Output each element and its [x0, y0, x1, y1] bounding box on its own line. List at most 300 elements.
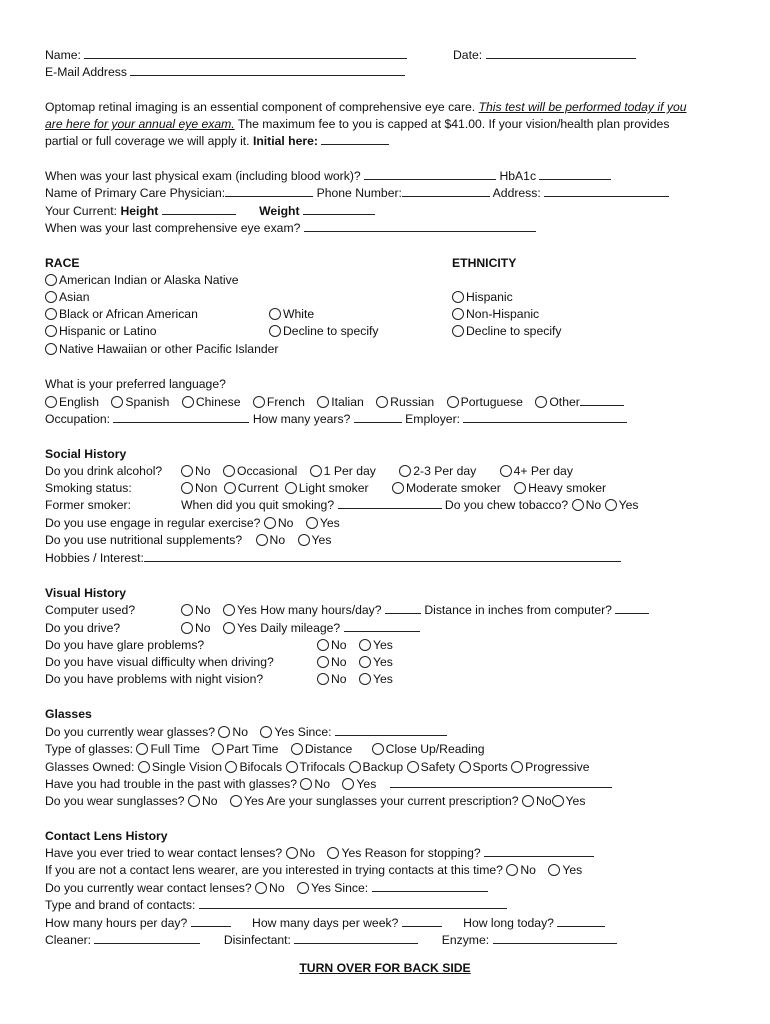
difficulty-label: Do you have visual difficulty when driving?	[45, 655, 274, 669]
contacts-brand-row	[45, 897, 507, 914]
supplements-row	[45, 532, 331, 549]
alcohol-option[interactable]	[500, 464, 573, 478]
radio-icon[interactable]	[310, 465, 322, 477]
cleaner-label: Cleaner:	[45, 933, 92, 947]
language-option-french[interactable]	[253, 395, 305, 409]
glasses-wear-label: Do you currently wear glasses?	[45, 725, 216, 739]
chew-yes[interactable]	[605, 498, 639, 512]
radio-icon[interactable]	[342, 778, 354, 790]
contacts-current-label: Do you currently wear contact lenses?	[45, 881, 252, 895]
language-option-portuguese[interactable]	[447, 395, 523, 409]
contacts-tried-row	[45, 845, 594, 862]
radio-icon[interactable]	[224, 482, 236, 494]
contacts-interested-label: If you are not a contact lens wearer, are you interested in trying contacts at this time?	[45, 863, 503, 877]
radio-icon[interactable]	[45, 274, 57, 286]
option-label: No	[277, 516, 294, 530]
radio-icon[interactable]	[522, 795, 534, 807]
disinfectant-field[interactable]	[294, 932, 418, 944]
contacts-brand-label: Type and brand of contacts:	[45, 898, 196, 912]
radio-icon[interactable]	[181, 622, 193, 634]
race-option-label: American Indian or Alaska Native	[59, 273, 239, 287]
exercise-no[interactable]	[264, 516, 294, 530]
prescription-yes[interactable]	[552, 794, 586, 808]
contacts-hours-row	[45, 915, 605, 932]
initial-field[interactable]	[321, 133, 389, 145]
radio-icon[interactable]	[256, 534, 268, 546]
employer-label: Employer:	[405, 412, 461, 426]
pcp-field[interactable]	[225, 185, 313, 197]
option-label: Yes	[274, 725, 295, 739]
smoking-option[interactable]	[392, 481, 501, 495]
language-question: What is your preferred language?	[45, 377, 226, 391]
radio-icon[interactable]	[359, 639, 371, 651]
employer-field[interactable]	[463, 411, 627, 423]
race-option-label: Hispanic or Latino	[59, 324, 157, 338]
quit-field[interactable]	[338, 497, 442, 509]
intro-text: Optomap retinal imaging is an essential component of comprehensive eye care.	[45, 100, 476, 114]
radio-icon[interactable]	[407, 761, 419, 773]
occupation-label: Occupation:	[45, 412, 111, 426]
intro-emphasis: This test will be performed today if you	[478, 100, 687, 114]
radio-icon[interactable]	[327, 847, 339, 859]
radio-icon[interactable]	[45, 396, 57, 408]
radio-icon[interactable]	[223, 604, 235, 616]
chew-no[interactable]	[572, 498, 602, 512]
quit-label: When did you quit smoking?	[181, 498, 335, 512]
hba1c-field[interactable]	[539, 168, 611, 180]
radio-icon[interactable]	[181, 465, 193, 477]
option-label: Yes	[565, 794, 586, 808]
computer-yes[interactable]	[223, 603, 257, 617]
option-label: Yes	[236, 621, 257, 635]
weight-field[interactable]	[303, 203, 375, 215]
glasses-since-field[interactable]	[335, 724, 447, 736]
contacts-since-field[interactable]	[372, 880, 488, 892]
option-label: Occasional	[236, 464, 298, 478]
glasses-trouble-row	[45, 776, 612, 793]
radio-icon[interactable]	[548, 864, 560, 876]
option-label: No	[269, 533, 286, 547]
contacts-tried-label: Have you ever tried to wear contact lenses?	[45, 846, 283, 860]
owned-option[interactable]	[349, 760, 404, 774]
option-label: No	[535, 794, 552, 808]
radio-icon[interactable]	[181, 604, 193, 616]
race-option[interactable]	[269, 306, 314, 323]
race-title: RACE	[45, 256, 80, 270]
radio-icon[interactable]	[181, 482, 193, 494]
radio-icon[interactable]	[45, 343, 57, 355]
language-label: Russian	[390, 395, 435, 409]
sunglasses-yes[interactable]	[230, 794, 264, 808]
social-history-title: Social History	[45, 447, 127, 461]
race-option-label: White	[283, 307, 315, 321]
difficulty-options	[317, 654, 393, 671]
ethnicity-option[interactable]	[452, 306, 539, 323]
trouble-no[interactable]	[300, 777, 330, 791]
address-field[interactable]	[544, 185, 669, 197]
radio-icon[interactable]	[136, 743, 148, 755]
glare-label: Do you have glare problems?	[45, 638, 205, 652]
alcohol-option[interactable]	[181, 464, 211, 478]
contacts-hours-label: How many hours per day?	[45, 916, 188, 930]
option-label: Light smoker	[298, 481, 369, 495]
language-option-english[interactable]	[45, 395, 99, 409]
race-option-label: Black or African American	[59, 307, 198, 321]
distance-label: Distance in inches from computer?	[424, 603, 612, 617]
smoking-option[interactable]	[224, 481, 279, 495]
night-yes[interactable]	[359, 672, 393, 686]
email-row	[45, 64, 405, 81]
race-option[interactable]	[45, 289, 90, 306]
chew-label: Do you chew tobacco?	[444, 498, 569, 512]
radio-icon[interactable]	[500, 465, 512, 477]
radio-icon[interactable]	[286, 847, 298, 859]
race-option[interactable]	[45, 323, 157, 340]
owned-option[interactable]	[225, 760, 282, 774]
intro-line-1	[45, 99, 687, 116]
radio-icon[interactable]	[359, 673, 371, 685]
owned-option[interactable]	[286, 760, 346, 774]
option-label: 4+ Per day	[513, 464, 573, 478]
race-option[interactable]	[45, 306, 198, 323]
radio-icon[interactable]	[285, 482, 297, 494]
radio-icon[interactable]	[399, 465, 411, 477]
drive-row	[181, 620, 420, 637]
intro-line-3	[45, 133, 389, 150]
occupation-field[interactable]	[113, 411, 249, 423]
option-label: Current	[237, 481, 279, 495]
option-label: No	[585, 498, 602, 512]
quit-row	[181, 497, 638, 514]
eye-exam-label: When was your last comprehensive eye exam?	[45, 221, 301, 235]
radio-icon[interactable]	[506, 864, 518, 876]
radio-icon[interactable]	[111, 396, 123, 408]
interested-yes[interactable]	[548, 863, 582, 877]
radio-icon[interactable]	[138, 761, 150, 773]
option-label: Yes	[372, 638, 393, 652]
radio-icon[interactable]	[298, 534, 310, 546]
glasses-yes[interactable]	[260, 725, 294, 739]
eye-exam-field[interactable]	[304, 220, 536, 232]
tried-no[interactable]	[286, 846, 316, 860]
radio-icon[interactable]	[452, 325, 464, 337]
alcohol-label: Do you drink alcohol?	[45, 464, 163, 478]
radio-icon[interactable]	[452, 291, 464, 303]
contacts-long-label: How long today?	[463, 916, 554, 930]
smoking-option[interactable]	[514, 481, 606, 495]
alcohol-option[interactable]	[399, 464, 476, 478]
glasses-type-option[interactable]	[136, 742, 199, 756]
radio-icon[interactable]	[349, 761, 361, 773]
trouble-field[interactable]	[390, 776, 612, 788]
radio-icon[interactable]	[225, 761, 237, 773]
option-label: Yes	[236, 603, 257, 617]
race-option-label: Decline to specify	[283, 324, 379, 338]
interested-no[interactable]	[506, 863, 536, 877]
option-label: Sports	[472, 760, 508, 774]
radio-icon[interactable]	[45, 291, 57, 303]
alcohol-option[interactable]	[310, 464, 376, 478]
radio-icon[interactable]	[260, 726, 272, 738]
option-label: Bifocals	[239, 760, 283, 774]
glasses-wear-row	[45, 724, 447, 741]
option-label: Heavy smoker	[528, 481, 607, 495]
radio-icon[interactable]	[511, 761, 523, 773]
intro-coverage-text: partial or full coverage we will apply it.	[45, 134, 250, 148]
radio-icon[interactable]	[300, 778, 312, 790]
smoking-option[interactable]	[285, 481, 369, 495]
turn-over-note: TURN OVER FOR BACK SIDE	[299, 961, 471, 975]
radio-icon[interactable]	[317, 396, 329, 408]
option-label: Yes	[319, 516, 340, 530]
language-label: Chinese	[195, 395, 241, 409]
cleaner-field[interactable]	[94, 932, 200, 944]
radio-icon[interactable]	[269, 325, 281, 337]
radio-icon[interactable]	[223, 622, 235, 634]
height-label: Height	[120, 204, 159, 218]
smoking-option[interactable]	[181, 481, 217, 495]
language-options	[45, 394, 624, 411]
radio-icon[interactable]	[317, 673, 329, 685]
smoking-label: Smoking status:	[45, 481, 132, 495]
contacts-long-field[interactable]	[557, 915, 605, 927]
option-label: No	[201, 794, 218, 808]
glare-no[interactable]	[317, 638, 347, 652]
weight-label: Weight	[259, 204, 300, 218]
glare-options	[317, 637, 393, 654]
option-label: Yes	[341, 846, 362, 860]
radio-icon[interactable]	[605, 499, 617, 511]
radio-icon[interactable]	[535, 396, 547, 408]
option-label: Close Up/Reading	[385, 742, 485, 756]
hba1c-label: HbA1c	[499, 169, 537, 183]
radio-icon[interactable]	[392, 482, 404, 494]
supplements-label: Do you use nutritional supplements?	[45, 533, 243, 547]
reason-label: Reason for stopping?	[364, 846, 481, 860]
radio-icon[interactable]	[218, 726, 230, 738]
language-option-other[interactable]	[535, 395, 623, 409]
contacts-brand-field[interactable]	[199, 897, 507, 909]
contacts-solutions-row	[45, 932, 617, 949]
language-option-chinese[interactable]	[182, 395, 241, 409]
mileage-field[interactable]	[344, 620, 420, 632]
since-label: Since:	[297, 725, 332, 739]
radio-icon[interactable]	[447, 396, 459, 408]
option-label: Trifocals	[299, 760, 346, 774]
radio-icon[interactable]	[188, 795, 200, 807]
radio-icon[interactable]	[269, 308, 281, 320]
initial-label: Initial here:	[252, 134, 318, 148]
language-label: French	[266, 395, 305, 409]
option-label: No	[195, 464, 211, 478]
radio-icon[interactable]	[372, 743, 384, 755]
glare-yes[interactable]	[359, 638, 393, 652]
radio-icon[interactable]	[572, 499, 584, 511]
option-label: No	[520, 863, 536, 877]
difficulty-no[interactable]	[317, 655, 347, 669]
contacts-days-field[interactable]	[402, 915, 442, 927]
height-field[interactable]	[162, 203, 236, 215]
glasses-type-option[interactable]	[212, 742, 278, 756]
prescription-no[interactable]	[522, 794, 552, 808]
height-weight-row	[45, 203, 375, 220]
option-label: No	[299, 846, 316, 860]
intro-fee-text: The maximum fee to you is capped at $41.00. If your vision/health plan provides	[237, 117, 670, 131]
reason-field[interactable]	[484, 845, 594, 857]
hobbies-label: Hobbies / Interest:	[45, 551, 144, 565]
name-label: Name:	[45, 48, 81, 62]
pcp-label: Name of Primary Care Physician:	[45, 186, 226, 200]
contacts-hours-field[interactable]	[191, 915, 231, 927]
owned-option[interactable]	[138, 760, 222, 774]
radio-icon[interactable]	[253, 396, 265, 408]
radio-icon[interactable]	[317, 639, 329, 651]
radio-icon[interactable]	[291, 743, 303, 755]
hobbies-field[interactable]	[144, 550, 621, 562]
name-field[interactable]	[84, 47, 407, 59]
radio-icon[interactable]	[297, 882, 309, 894]
glasses-title: Glasses	[45, 707, 92, 721]
date-field[interactable]	[486, 47, 636, 59]
glasses-type-option[interactable]	[372, 742, 485, 756]
option-label: No	[331, 672, 347, 686]
phone-field[interactable]	[402, 185, 490, 197]
owned-option[interactable]	[511, 760, 589, 774]
ethnicity-option-label: Decline to specify	[466, 324, 562, 338]
supplements-yes[interactable]	[298, 533, 332, 547]
option-label: No	[314, 777, 331, 791]
language-option-italian[interactable]	[317, 395, 364, 409]
prescription-label: Are your sunglasses your current prescription?	[266, 794, 519, 808]
glasses-type-option[interactable]	[291, 742, 352, 756]
option-label: No	[331, 638, 347, 652]
radio-icon[interactable]	[286, 761, 298, 773]
radio-icon[interactable]	[452, 308, 464, 320]
date-label: Date:	[453, 48, 483, 62]
enzyme-label: Enzyme:	[441, 933, 490, 947]
trouble-yes[interactable]	[342, 777, 376, 791]
language-label: English	[59, 395, 99, 409]
radio-icon[interactable]	[552, 795, 564, 807]
hours-label: How many hours/day?	[260, 603, 382, 617]
language-option-spanish[interactable]	[111, 395, 169, 409]
enzyme-field[interactable]	[493, 932, 617, 944]
alcohol-options	[181, 463, 573, 480]
computer-row	[181, 602, 649, 619]
contacts-yes[interactable]	[297, 881, 331, 895]
glasses-no[interactable]	[218, 725, 248, 739]
email-label: E-Mail Address	[45, 65, 127, 79]
drive-yes[interactable]	[223, 621, 257, 635]
drive-label: Do you drive?	[45, 621, 121, 635]
owned-option[interactable]	[459, 760, 508, 774]
drive-no[interactable]	[181, 621, 211, 635]
option-label: Yes	[243, 794, 264, 808]
radio-icon[interactable]	[223, 465, 235, 477]
occupation-row	[45, 411, 627, 428]
supplements-no[interactable]	[256, 533, 286, 547]
glasses-type-row	[45, 741, 485, 758]
language-label: Spanish	[125, 395, 170, 409]
sunglasses-no[interactable]	[188, 794, 218, 808]
option-label: Yes	[311, 881, 331, 895]
distance-field[interactable]	[615, 602, 649, 614]
radio-icon[interactable]	[212, 743, 224, 755]
race-option-label: Native Hawaiian or other Pacific Islander	[59, 342, 279, 356]
radio-icon[interactable]	[45, 325, 57, 337]
contact-lens-title: Contact Lens History	[45, 829, 168, 843]
exercise-row	[45, 515, 340, 532]
intro-emphasis-2: are here for your annual eye exam.	[45, 117, 235, 131]
radio-icon[interactable]	[514, 482, 526, 494]
physical-label: When was your last physical exam (including blood work)?	[45, 169, 361, 183]
radio-icon[interactable]	[45, 308, 57, 320]
tried-yes[interactable]	[327, 846, 361, 860]
contacts-no[interactable]	[255, 881, 285, 895]
email-field[interactable]	[130, 64, 405, 76]
ethnicity-option[interactable]	[452, 289, 513, 306]
option-label: Non	[195, 481, 218, 495]
pcp-row	[45, 185, 669, 202]
language-label: Italian	[331, 395, 364, 409]
exercise-yes[interactable]	[306, 516, 340, 530]
language-option-russian[interactable]	[376, 395, 434, 409]
radio-icon[interactable]	[264, 517, 276, 529]
radio-icon[interactable]	[306, 517, 318, 529]
radio-icon[interactable]	[459, 761, 471, 773]
option-label: Yes	[372, 672, 393, 686]
race-option[interactable]	[269, 323, 379, 340]
contacts-current-row	[45, 880, 488, 897]
radio-icon[interactable]	[255, 882, 267, 894]
option-label: Full Time	[150, 742, 200, 756]
ethnicity-title: ETHNICITY	[452, 256, 517, 270]
former-smoker-label: Former smoker:	[45, 498, 131, 512]
language-label: Other	[549, 395, 580, 409]
glasses-owned-label: Glasses Owned:	[45, 760, 135, 774]
night-label: Do you have problems with night vision?	[45, 672, 264, 686]
other-language-field[interactable]	[580, 394, 624, 406]
race-option[interactable]	[45, 272, 239, 289]
intro-line-2	[45, 116, 669, 133]
race-option[interactable]	[45, 341, 278, 358]
physical-field[interactable]	[364, 168, 496, 180]
radio-icon[interactable]	[359, 656, 371, 668]
night-no[interactable]	[317, 672, 347, 686]
years-field[interactable]	[354, 411, 402, 423]
option-label: No	[232, 725, 249, 739]
exercise-label: Do you use engage in regular exercise?	[45, 516, 261, 530]
owned-option[interactable]	[407, 760, 456, 774]
mileage-label: Daily mileage?	[260, 621, 341, 635]
current-label: Your Current:	[45, 204, 118, 218]
disinfectant-label: Disinfectant:	[223, 933, 291, 947]
ethnicity-option[interactable]	[452, 323, 562, 340]
computer-label: Computer used?	[45, 603, 136, 617]
hours-field[interactable]	[385, 602, 421, 614]
radio-icon[interactable]	[182, 396, 194, 408]
radio-icon[interactable]	[317, 656, 329, 668]
option-label: No	[269, 881, 285, 895]
option-label: Part Time	[226, 742, 279, 756]
difficulty-yes[interactable]	[359, 655, 393, 669]
alcohol-option[interactable]	[223, 464, 297, 478]
option-label: No	[195, 603, 211, 617]
radio-icon[interactable]	[376, 396, 388, 408]
computer-no[interactable]	[181, 603, 211, 617]
radio-icon[interactable]	[230, 795, 242, 807]
option-label: Progressive	[525, 760, 590, 774]
